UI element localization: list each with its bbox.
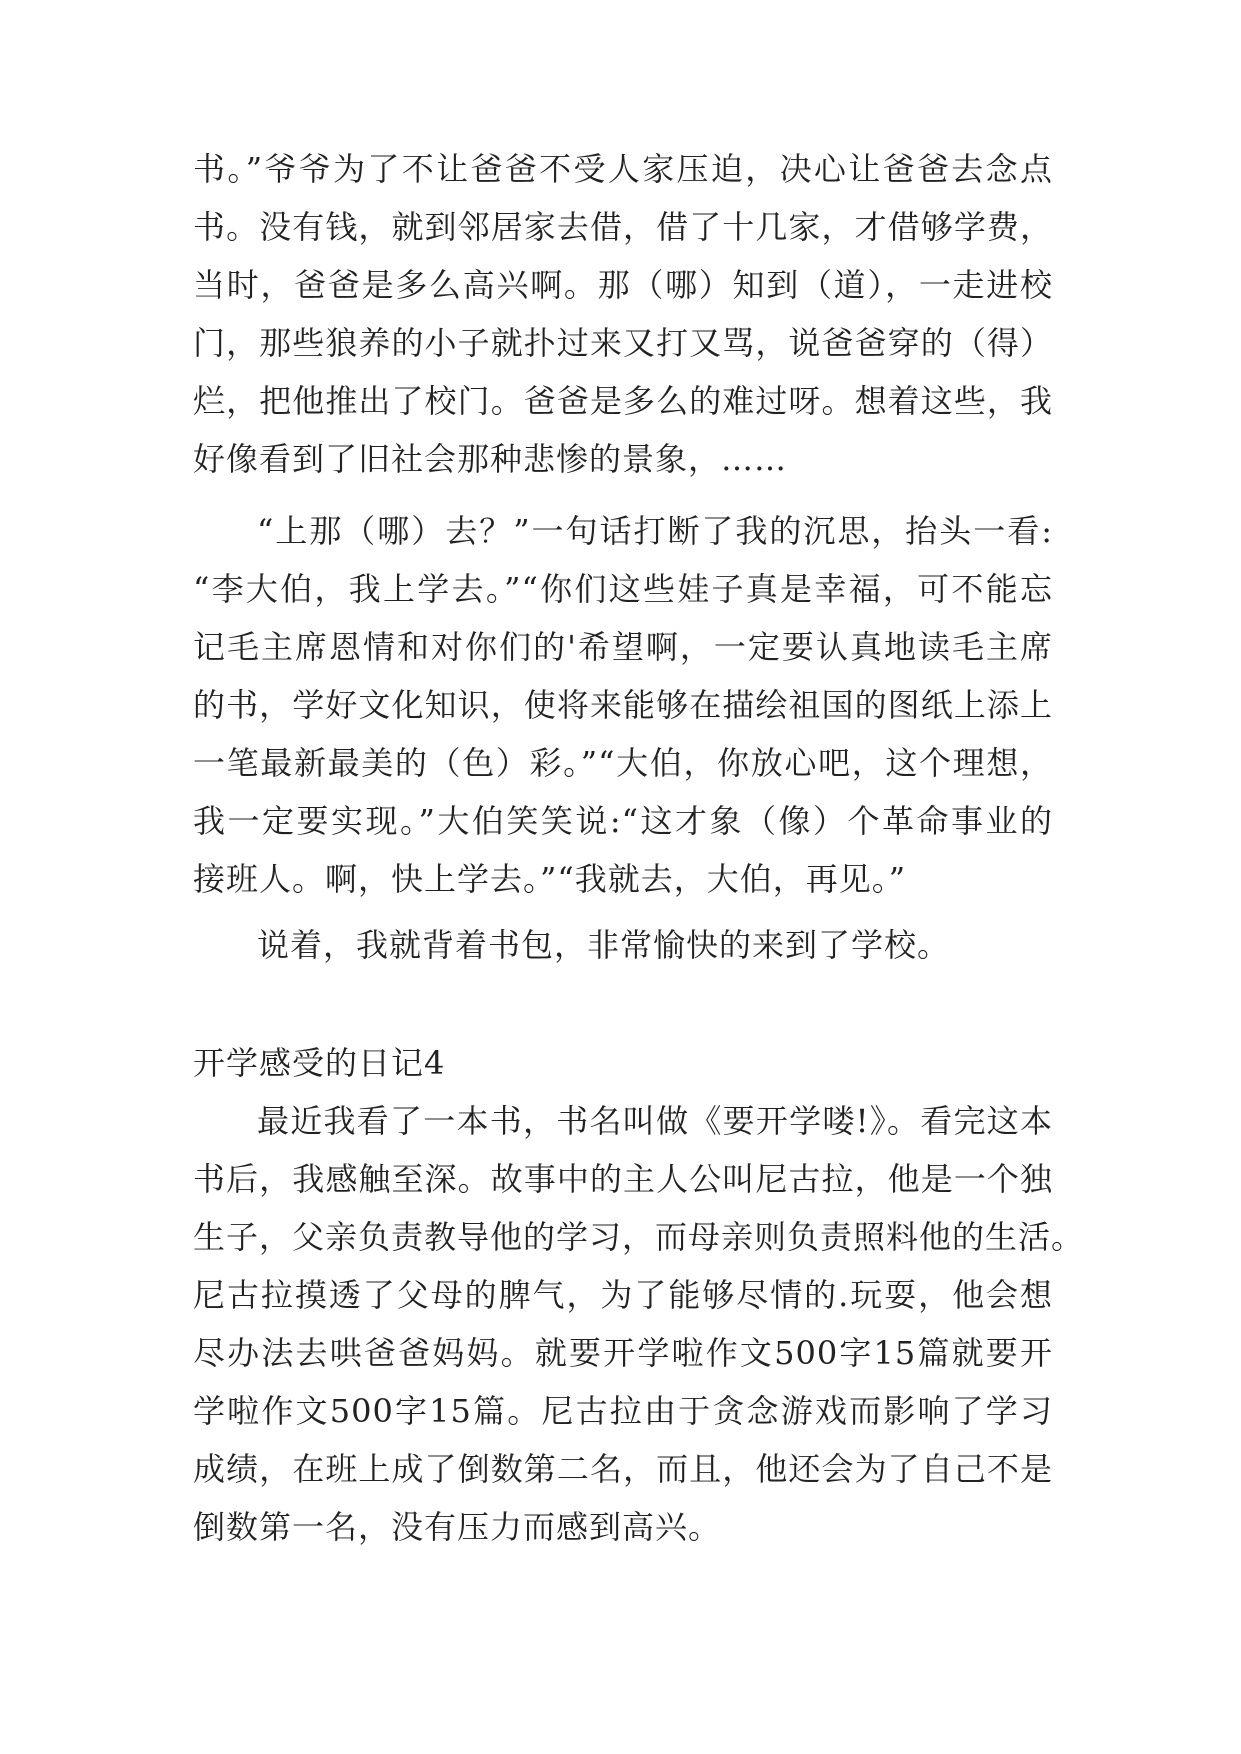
paragraph-line: “李大伯，我上学去。”“你们这些娃子真是幸福，可不能忘: [193, 570, 1053, 608]
diary-section: [193, 1034, 1085, 1556]
paragraph-line: 生子，父亲负责教导他的学习，而母亲则负责照料他的生活。: [193, 1218, 1085, 1256]
paragraph-line: 的书，学好文化知识，使将来能够在描绘祖国的图纸上添上: [193, 686, 1053, 724]
paragraph-line: 我一定要实现。”大伯笑笑说:“这才象（像）个革命事业的: [193, 802, 1053, 840]
paragraph-line: 书。”爷爷为了不让爸爸不受人家压迫，决心让爸爸去念点: [193, 150, 1053, 188]
paragraph-line: 当时，爸爸是多么高兴啊。那（哪）知到（道），一走进校: [193, 266, 1053, 304]
paragraph-line: 尼古拉摸透了父母的脾气，为了能够尽情的.玩耍，他会想: [193, 1276, 1053, 1314]
paragraph-father-story: [193, 140, 1053, 488]
paragraph-line: 一笔最新最美的（色）彩。”“大伯，你放心吧，这个理想，: [193, 744, 1053, 782]
paragraph-line: 记毛主席恩情和对你们的'希望啊，一定要认真地读毛主席: [193, 628, 1053, 666]
paragraph-line: 门，那些狼养的小子就扑过来又打又骂，说爸爸穿的（得）: [193, 324, 1053, 362]
paragraph-line: 书。没有钱，就到邻居家去借，借了十几家，才借够学费，: [193, 208, 1053, 246]
section-heading: 开学感受的日记4: [193, 1044, 446, 1082]
paragraph-line: 尽办法去哄爸爸妈妈。就要开学啦作文500字15篇就要开: [193, 1334, 1053, 1372]
paragraph-line: 最近我看了一本书，书名叫做《要开学喽!》。看完这本: [257, 1102, 1053, 1140]
paragraph-line: 学啦作文500字15篇。尼古拉由于贪念游戏而影响了学习: [193, 1392, 1053, 1430]
paragraph-line: “上那（哪）去？”一句话打断了我的沉思，抬头一看:: [257, 512, 1053, 550]
paragraph-line: 倒数第一名，没有压力而感到高兴。: [193, 1508, 722, 1546]
paragraph-line: 烂，把他推出了校门。爸爸是多么的难过呀。想着这些，我: [193, 382, 1053, 420]
paragraph-line: 说着，我就背着书包，非常愉快的来到了学校。: [257, 926, 951, 964]
paragraph-line: 接班人。啊，快上学去。”“我就去，大伯，再见。”: [193, 860, 907, 898]
paragraph-line: 成绩，在班上成了倒数第二名，而且，他还会为了自己不是: [193, 1450, 1053, 1488]
paragraph-line: 书后，我感触至深。故事中的主人公叫尼古拉，他是一个独: [193, 1160, 1053, 1198]
paragraph-line: 好像看到了旧社会那种悲惨的景象，……: [193, 440, 788, 478]
paragraph-arrive-school: [193, 916, 1053, 974]
paragraph-dialogue: [193, 502, 1053, 908]
